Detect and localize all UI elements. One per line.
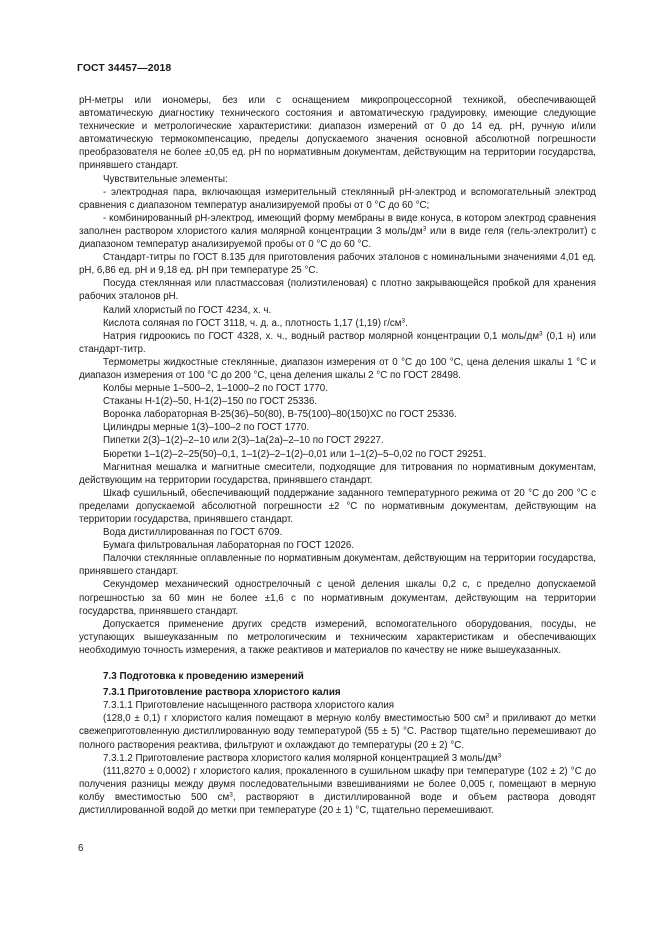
section-heading: 7.3 Подготовка к проведению измерений: [103, 671, 304, 683]
paragraph: Палочки стеклянные оплавленные по нормативным документам, действующим на территории государства, принявшего стандарт.: [79, 553, 596, 578]
text-run: и приливают до метки свежеприготовленную дистиллированную воду температурой (55 ± 5) °С. Раствор тщательно перемешивают до полного растворения реактива, фильтруют и охлаждают до температуры (20 ± 2) °С.: [79, 713, 596, 751]
paragraph: Посуда стеклянная или пластмассовая (полиэтиленовая) с плотно закрывающейся пробкой для хранения рабочих эталонов рН.: [79, 278, 596, 303]
paragraph: [79, 212, 596, 251]
paragraph: Магнитная мешалка и магнитные смесители, подходящие для титрования по нормативным документам, действующим на территории государства, принявшего стандарт.: [79, 461, 596, 486]
paragraph: [79, 752, 596, 765]
document-body: [79, 94, 596, 817]
text-run: или в виде геля (гель-электролит) с диапазоном температур анализируемой пробы от 0 °С до 60 °С.: [79, 225, 596, 251]
text-run: .: [405, 317, 408, 329]
text-run: (111,8270 ± 0,0002) г хлористого калия, прокаленного в сушильном шкафу при температуре (102 ± 2) °С до получения разницы между двумя последовательными взвешиваниями не более 0,005 г, помещают в мерную колбу вместимостью 500 см: [79, 765, 596, 803]
paragraph: [79, 317, 596, 330]
paragraph: рН-метры или иономеры, без или с оснащением микропроцессорной техникой, обеспечивающей автоматическую диагностику технического состояния и автоматическую градуировку, имеющие следующие технические и метрологические характеристики: диапазон измерений от 0 до 14 ед. рН, ручную и/или автоматическую термокомпенсацию, пределы допускаемого значения основной абсолютной погрешности преобразователя не более ±0,05 ед. рН по нормативным документам, действующим на территории государства, принявшего стандарт.: [79, 95, 596, 172]
text-run: (0,1 н) или стандарт-титр.: [79, 330, 596, 355]
paragraph: [79, 330, 596, 356]
paragraph: Термометры жидкостные стеклянные, диапазон измерения от 0 °С до 100 °С, цена деления шкалы 1 °С и диапазон измерения от 100 °С до 200 °С, цена деления шкалы 2 °С по ГОСТ 28498.: [79, 356, 596, 381]
paragraph: Вода дистиллированная по ГОСТ 6709.: [103, 527, 283, 539]
paragraph: Пипетки 2(3)–1(2)–2–10 или 2(3)–1а(2а)–2–10 по ГОСТ 29227.: [103, 435, 384, 447]
paragraph: Стаканы Н-1(2)–50, Н-1(2)–150 по ГОСТ 25336.: [103, 396, 318, 408]
superscript: 3: [401, 317, 406, 325]
paragraph: Бюретки 1–1(2)–2–25(50)–0,1, 1–1(2)–2–1(2)–0,01 или 1–1(2)–5–0,02 по ГОСТ 29251.: [103, 448, 487, 460]
paragraph: Колбы мерные 1–500–2, 1–1000–2 по ГОСТ 1770.: [103, 383, 328, 395]
text-run: , растворяют в дистиллированной воде и объем раствора доводят дистиллированной водой до метки при температуре (20 ± 1) °С, тщательно перемешивают.: [79, 791, 596, 816]
subsection-heading: 7.3.1 Приготовление раствора хлористого калия: [103, 687, 341, 699]
paragraph: Калий хлористый по ГОСТ 4234, х. ч.: [103, 304, 272, 316]
paragraph: Воронка лабораторная В-25(36)–50(80), В-75(100)–80(150)ХС по ГОСТ 25336.: [103, 409, 457, 421]
text-run: Кислота соляная по ГОСТ 3118, ч. д. а., плотность 1,17 (1,19) г/см: [103, 317, 402, 329]
paragraph: [79, 765, 596, 817]
paragraph: Шкаф сушильный, обеспечивающий поддержание заданного температурного режима от 20 °С до 200 °С с пределами допускаемой абсолютной погрешности ±2 °С по нормативным документам, действующим на территории государства, принявшего стандарт.: [79, 487, 596, 525]
superscript: 3: [539, 330, 543, 338]
text-run: (128,0 ± 0,1) г хлористого калия помещают в мерную колбу вместимостью 500 см: [103, 713, 486, 725]
paragraph: [79, 712, 596, 751]
superscript: 3: [422, 225, 427, 233]
paragraph: Допускается применение других средств измерений, вспомогательного оборудования, посуды, не уступающих вышеуказанным по метрологическим и техническим характеристикам и обеспечивающих необходимую точность измерения, а также реактивов и материалов по качеству не ниже вышеуказанных.: [79, 618, 596, 656]
superscript: 3: [485, 712, 490, 720]
paragraph: 7.3.1.1 Приготовление насыщенного раствора хлористого калия: [103, 700, 395, 712]
superscript: 3: [497, 752, 502, 760]
document-header: ГОСТ 34457—2018: [77, 63, 172, 74]
paragraph: Бумага фильтровальная лабораторная по ГОСТ 12026.: [103, 540, 355, 552]
paragraph: Чувствительные элементы:: [103, 173, 228, 185]
paragraph: Цилиндры мерные 1(3)–100–2 по ГОСТ 1770.: [103, 422, 310, 434]
text-run: 7.3.1.2 Приготовление раствора хлористого калия молярной концентрацией 3 моль/дм: [103, 752, 498, 764]
page-number: 6: [78, 843, 84, 854]
paragraph: Секундомер механический однострелочный с ценой деления шкалы 0,2 с, с пределно допускаемой погрешностью за 60 мин не более ±1,6 с по нормативным документам, действующим на территории государства, принявшего стандарт.: [79, 579, 596, 617]
text-run: - комбинированный рН-электрод, имеющий форму мембраны в виде конуса, в котором электрод сравнения заполнен раствором хлористого калия молярной концентрации 3 моль/дм: [79, 212, 596, 237]
paragraph: Стандарт-титры по ГОСТ 8.135 для приготовления рабочих эталонов с номинальными значениями 4,01 ед. рН, 6,86 ед. рН и 9,18 ед. рН при температуре 25 °С.: [79, 252, 596, 277]
superscript: 3: [229, 791, 233, 799]
paragraph: - электродная пара, включающая измерительный стеклянный рН-электрод и вспомогательный электрод сравнения с диапазоном температур анализируемой пробы от 0 °С до 60 °С;: [79, 186, 596, 211]
text-run: Натрия гидроокись по ГОСТ 4328, х. ч., водный раствор молярной концентрации 0,1 моль/дм: [103, 330, 540, 342]
